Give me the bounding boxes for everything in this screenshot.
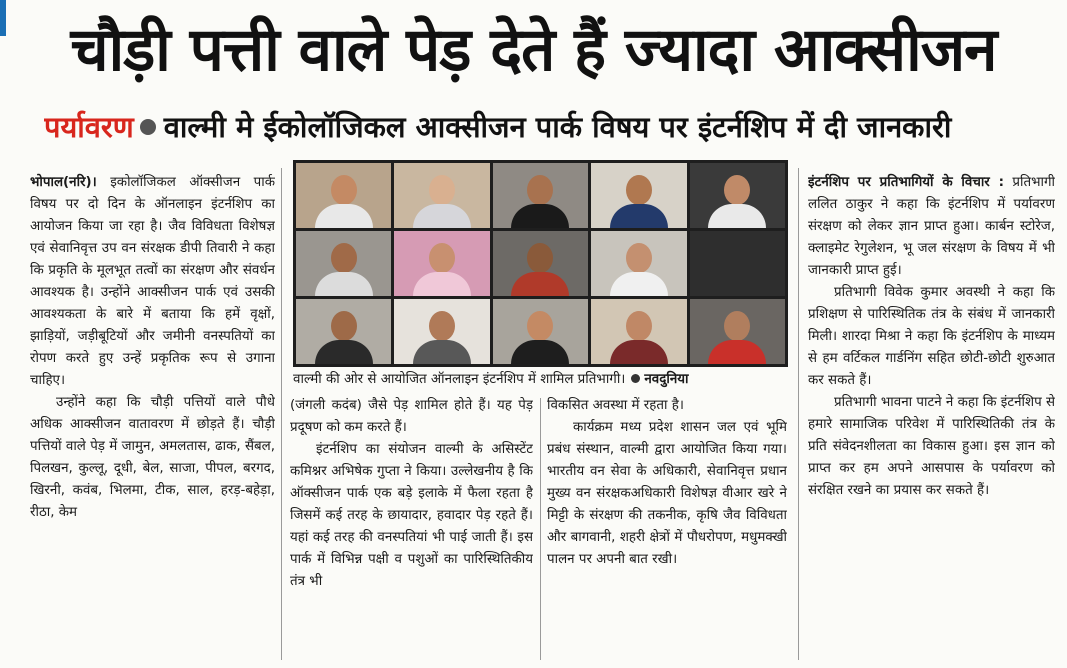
participant-tile bbox=[493, 299, 588, 364]
participant-tile bbox=[296, 163, 391, 228]
column-divider bbox=[798, 168, 799, 660]
paragraph: कार्यक्रम मध्य प्रदेश शासन जल एवं भूमि प्रबंध संस्थान, वाल्मी द्वारा आयोजित किया गया। भारतीय वन सेवा के अधिकारी, सेवानिवृत्त प्रधान मुख्य वन संरक्षकअधिकारी विशेषज्ञ वीआर खरे ने मिट्टी के संरक्षण की तकनीक, कृषि जैव विविधता और बागवानी, शहरी क्षेत्रों में पौधरोपण, मधुमक्खी पालन पर अपनी बात रखी। bbox=[547, 420, 787, 567]
headline: चौड़ी पत्ती वाले पेड़ देते हैं ज्यादा आक्सीजन bbox=[70, 15, 997, 85]
participant-tile bbox=[591, 163, 686, 228]
caption-text: वाल्मी की ओर से आयोजित ऑनलाइन इंटर्नशिप में शामिल प्रतिभागी। bbox=[293, 372, 626, 387]
dateline: भोपाल(नरि)। bbox=[30, 175, 97, 190]
participant-tile bbox=[690, 299, 785, 364]
paragraph: विकसित अवस्था में रहता है। bbox=[547, 398, 684, 413]
article-column-1 bbox=[30, 172, 275, 668]
subheadline bbox=[44, 104, 1054, 150]
paragraph: उन्होंने कहा कि चौड़ी पत्तियों वाले पौधे अधिक आक्सीजन वातावरण में छोड़ते हैं। चौड़ी पत्तियों वाले पेड़ में जामुन, अमलतास, ढाक, सैंबल, पिलखन, कुल्लू, दूधी, बेल, साजा, पीपल, बरगद, खिरनी, कवंब, भिलमा, टीक, साल, हरड़-बहेड़ा, रीठा, केम bbox=[30, 395, 275, 520]
photo-credit: नवदुनिया bbox=[644, 372, 689, 387]
section-kicker: पर्यावरण bbox=[44, 110, 134, 144]
paragraph: इंटर्नशिप का संयोजन वाल्मी के असिस्टेंट कमिश्नर अभिषेक गुप्ता ने किया। उल्लेखनीय है कि ऑक्सीजन पार्क एक बड़े इलाके में फैला रहता है जिसमें कई तरह के छायादार, हवादार पेड़ रहते हैं। यहां कई तरह की वनस्पतियां भी पाई जाती हैं। इस पार्क में विभिन्न पक्षी व पशुओं का पारिस्थितिकीय तंत्र भी bbox=[290, 442, 533, 589]
participant-tile bbox=[394, 231, 489, 296]
paragraph: प्रतिभागी विवेक कुमार अवस्थी ने कहा कि प्रशिक्षण से पारिस्थितिक तंत्र के संबंध में जानकारी मिली। शारदा मिश्रा ने कहा कि इंटर्नशिप के माध्यम से हम वर्टिकल गार्डनिंग सहित छोटी-छोटी शुरुआत कर सकते हैं। bbox=[808, 285, 1055, 388]
article-column-3 bbox=[547, 395, 787, 668]
group-video-call-photo bbox=[293, 160, 788, 367]
column-divider bbox=[540, 398, 541, 660]
participant-tile bbox=[690, 231, 785, 296]
participant-tile bbox=[591, 299, 686, 364]
participant-tile bbox=[690, 163, 785, 228]
column-divider bbox=[281, 168, 282, 660]
participant-tile bbox=[493, 163, 588, 228]
participant-tile bbox=[296, 231, 391, 296]
paragraph: प्रतिभागी भावना पाटने ने कहा कि इंटर्नशिप से हमारे सामाजिक परिवेश में पारिस्थितिकी तंत्र के प्रति संवेदनशीलता का विकास हुआ। इस ज्ञान को प्राप्त कर हम अपने आसपास के पर्यावरण को संरक्षित रखने का प्रयास कर सकते हैं। bbox=[808, 395, 1055, 498]
participant-tile bbox=[296, 299, 391, 364]
bullet-dot-icon bbox=[140, 119, 156, 135]
paragraph: प्रतिभागी ललित ठाकुर ने कहा कि इंटर्नशिप में पर्यावरण संरक्षण को लेकर ज्ञान प्राप्त हुआ। कार्बन स्टोरेज, क्लाइमेट रेगुलेशन, भू जल संरक्षण के विषय में भी जानकारी प्राप्त हुई। bbox=[808, 175, 1055, 278]
participant-tile bbox=[493, 231, 588, 296]
bullet-dot-icon bbox=[631, 374, 640, 383]
section-subhead: इंटर्नशिप पर प्रतिभागियों के विचार : bbox=[808, 175, 1004, 190]
photo-caption bbox=[293, 368, 788, 392]
participant-tile bbox=[394, 299, 489, 364]
participant-tile bbox=[394, 163, 489, 228]
article-column-4 bbox=[808, 172, 1055, 668]
participant-tile bbox=[591, 231, 686, 296]
deck-text: वाल्मी मे ईकोलॉजिकल आक्सीजन पार्क विषय पर इंटर्नशिप में दी जानकारी bbox=[163, 110, 952, 144]
paragraph: (जंगली कदंब) जैसे पेड़ शामिल होते हैं। यह पेड़ प्रदूषण को कम करते हैं। bbox=[290, 398, 533, 435]
paragraph: इकोलॉजिकल ऑक्सीजन पार्क विषय पर दो दिन के ऑनलाइन इंटर्नशिप का आयोजन किया जा रहा है। जैव विविधता विशेषज्ञ एवं सेवानिवृत्त उप वन संरक्षक डीपी तिवारी ने कहा कि प्रकृति के मूलभूत तत्वों का संरक्षण और संवर्धन आवश्यक है। उन्होंने आक्सीजन पार्क एवं उसकी आवश्यकता के बारे में बताया कि हमें वृक्षों, झाड़ियों, जड़ीबूटियों और जमीनी वनस्पतियों का रोपण करते हुए उन्हें प्रकृतिक रूप से उगाना चाहिए। bbox=[30, 175, 275, 388]
article-column-2 bbox=[290, 395, 533, 668]
